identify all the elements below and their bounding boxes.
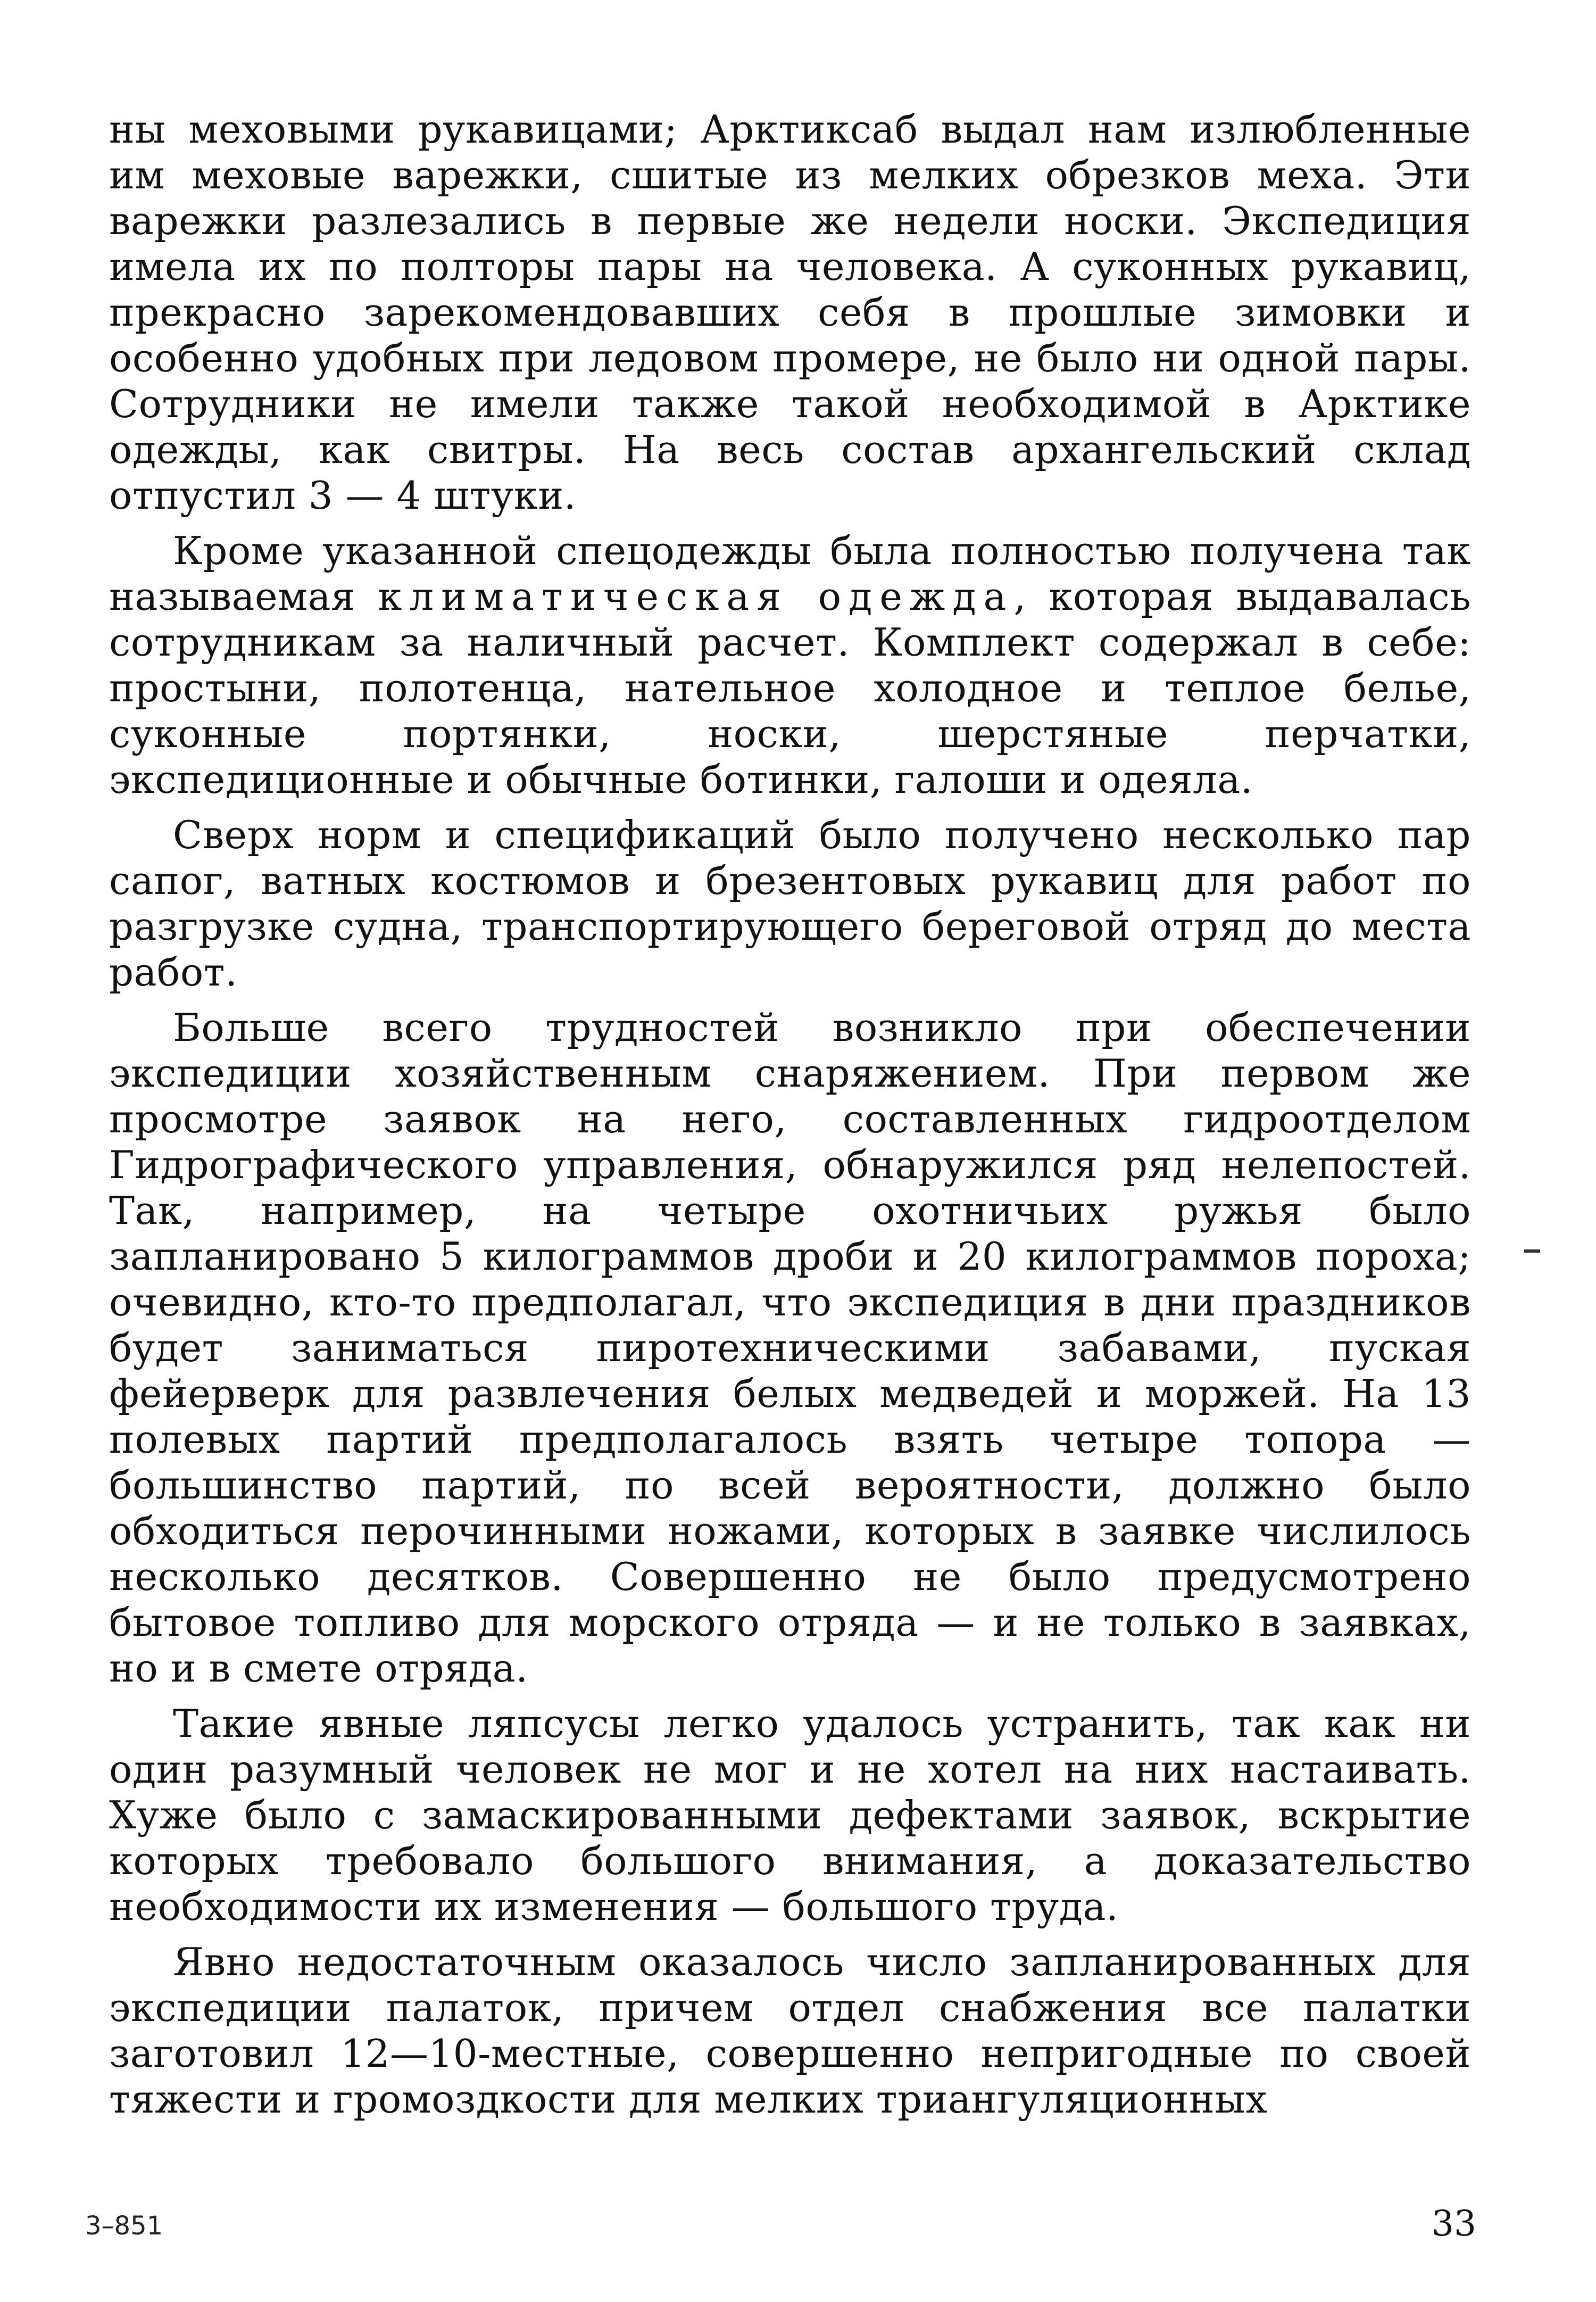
spaced-emphasis-text: климатическая одежда (378, 574, 1014, 619)
paragraph-3: Сверх норм и спецификаций было получено несколько пар сапог, ватных костюмов и брезентовых рукавиц для работ по разгрузке судна, транспортирующего береговой отряд до места работ. (109, 813, 1471, 995)
paragraph-6: Явно недостаточным оказалось число запланированных для экспедиции палаток, причем отдел снабжения все палатки заготовил 12—10-местные, совершенно непригодные по своей тяжести и громоздкости для мелких триангуляционных (109, 1940, 1471, 2122)
paragraph-4: Больше всего трудностей возникло при обеспечении экспедиции хозяйственным снаряжением. При первом же просмотре заявок на него, составленных гидроотделом Гидрографического управления, обнаружился ряд нелепостей. Так, например, на четыре охотничьих ружья было запланировано 5 килограммов дроби и 20 килограммов пороха; очевидно, кто-то предполагал, что экспедиция в дни праздников будет заниматься пиротехническими забавами, пуская фейерверк для развлечения белых медведей и моржей. На 13 полевых партий предполагалось взять четыре топора — большинство партий, по всей вероятности, должно было обходиться перочинными ножами, которых в заявке числилось несколько десятков. Совершенно не было предусмотрено бытовое топливо для морского отряда — и не только в заявках, но и в смете отряда. (109, 1005, 1471, 1691)
paragraph-5: Такие явные ляпсусы легко удалось устранить, так как ни один разумный человек не мог и не хотел на них настаивать. Хуже было с замаскированными дефектами заявок, вскрытие которых требовало большого внимания, а доказательство необходимости их изменения — большого труда. (109, 1701, 1471, 1929)
body-text (109, 106, 1471, 2132)
margin-mark (1524, 1249, 1540, 1253)
page-number: 33 (1432, 2203, 1476, 2244)
paragraph-1: ны меховыми рукавицами; Арктиксаб выдал нам излюбленные им меховые варежки, сшитые из мелких обрезков меха. Эти варежки разлезались в первые же недели носки. Экспедиция имела их по полторы пары на человека. А суконных рукавиц, прекрасно зарекомендовавших себя в прошлые зимовки и особенно удобных при ледовом промере, не было ни одной пары. Сотрудники не имели также такой необходимой в Арктике одежды, как свитры. На весь состав архангельский склад отпустил 3 — 4 штуки. (109, 107, 1471, 518)
printer-signature: 3–851 (85, 2211, 163, 2241)
paragraph-2: Кроме указанной спецодежды была полностью получена так называемая климатическая одежда, которая выдавалась сотрудникам за наличный расчет. Комплект содержал в себе: простыни, полотенца, нательное холодное и теплое белье, суконные портянки, носки, шерстяные перчатки, экспедиционные и обычные ботинки, галоши и одеяла. (109, 528, 1472, 802)
